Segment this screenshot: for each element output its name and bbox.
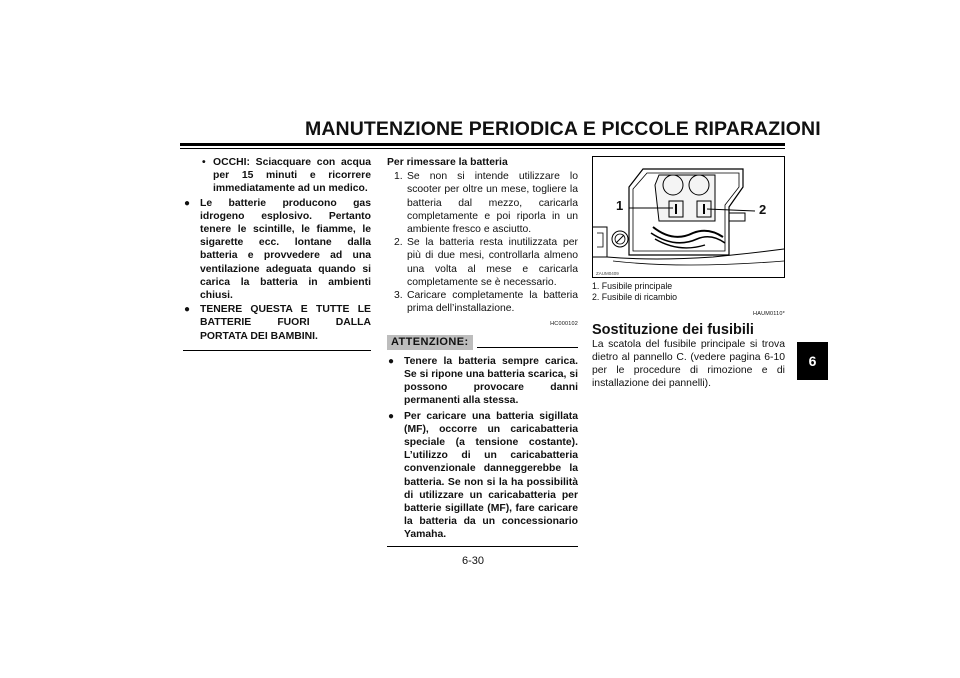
caption-main-fuse: 1. Fusibile principale — [592, 281, 673, 291]
caption-spare-fuse: 2. Fusibile di ricambio — [592, 292, 678, 303]
bullet-dot-icon: ● — [388, 410, 395, 422]
section-title: Sostituzione dei fusibili — [592, 321, 754, 338]
attention-body — [387, 355, 578, 542]
column-storage — [387, 156, 578, 547]
page-number: 6-30 — [462, 555, 485, 567]
fuse-box-drawing — [593, 157, 784, 277]
bullet-dot-icon: ● — [184, 197, 191, 209]
attention-bullet-charge: ● Tenere la batteria sempre carica. Se si ripone una batteria scarica, si possono provocare danni permanenti alla stessa. — [388, 355, 578, 407]
attention-end-rule — [387, 546, 578, 547]
callout-2: 2 — [759, 202, 767, 217]
attention-header — [387, 335, 578, 350]
figure-captions — [592, 281, 785, 303]
figure-code: ZAUM0409 — [596, 271, 619, 276]
column-warning — [183, 156, 371, 351]
attention-rule — [477, 347, 578, 348]
bullet-dot-icon: ● — [388, 355, 395, 367]
reference-code: HAUM0110* — [753, 311, 785, 318]
storage-step-3: 3. Caricare completamente la batteria prima dell’installazione. — [394, 290, 578, 315]
warning-bullet-hydrogen: ● Le batterie producono gas idrogeno esplosivo. Pertanto tenere le scintille, le fiamme, le sigarette ecc. lontane dalla batteria e provvedere ad una ventilazione adeguata quando si carica la batteria in ambienti chiusi. — [184, 197, 371, 302]
storage-heading: Per rimessare la batteria — [387, 157, 508, 168]
section-body: La scatola del fusibile principale si trova dietro al pannello C. (vedere pagina 6-10 per le procedure di rimozione e di installazione dei pannelli). — [592, 338, 785, 390]
bullet-dot-icon: • — [202, 157, 206, 168]
fuse-box-illustration — [592, 156, 785, 278]
storage-step-1: 1. Se non si intende utilizzare lo scooter per oltre un mese, togliere la batteria dal mezzo, caricarla completamente e poi riporla in un ambiente fresco e asciutto. — [394, 171, 578, 236]
reference-code: HC000102 — [550, 321, 578, 328]
header-rule — [180, 143, 785, 146]
bullet-dot-icon: ● — [184, 304, 191, 316]
attention-label: ATTENZIONE: — [387, 335, 473, 350]
page-header-title: MANUTENZIONE PERIODICA E PICCOLE RIPARAZIONI — [305, 118, 821, 140]
attention-bullet-mf: ● Per caricare una batteria sigillata (MF), occorre un caricabatteria speciale (a tensione costante). L’utilizzo di un caricabatteria convenzionale danneggerebbe la batteria. Se non si la ha possibilità di utilizzare un caricabatteria per batterie sigillate (MF), fare caricare la batteria da un concessionario Yamaha. — [388, 410, 578, 541]
column-fuses — [592, 156, 785, 390]
sub-bullet-eyes: • OCCHI: Sciacquare con acqua per 15 minuti e ricorrere immediatamente ad un medico. — [202, 157, 371, 195]
warning-bullet-children: ● TENERE QUESTA E TUTTE LE BATTERIE FUORI DALLA PORTATA DEI BAMBINI. — [184, 304, 371, 342]
header-rule-thin — [180, 148, 785, 149]
chapter-tab: 6 — [797, 342, 828, 380]
warning-end-rule — [183, 350, 371, 351]
storage-step-2: 2. Se la batteria resta inutilizzata per più di due mesi, controllarla almeno una volta al mese e caricarla completamente se è necessario. — [394, 237, 578, 288]
callout-1: 1 — [616, 198, 624, 213]
